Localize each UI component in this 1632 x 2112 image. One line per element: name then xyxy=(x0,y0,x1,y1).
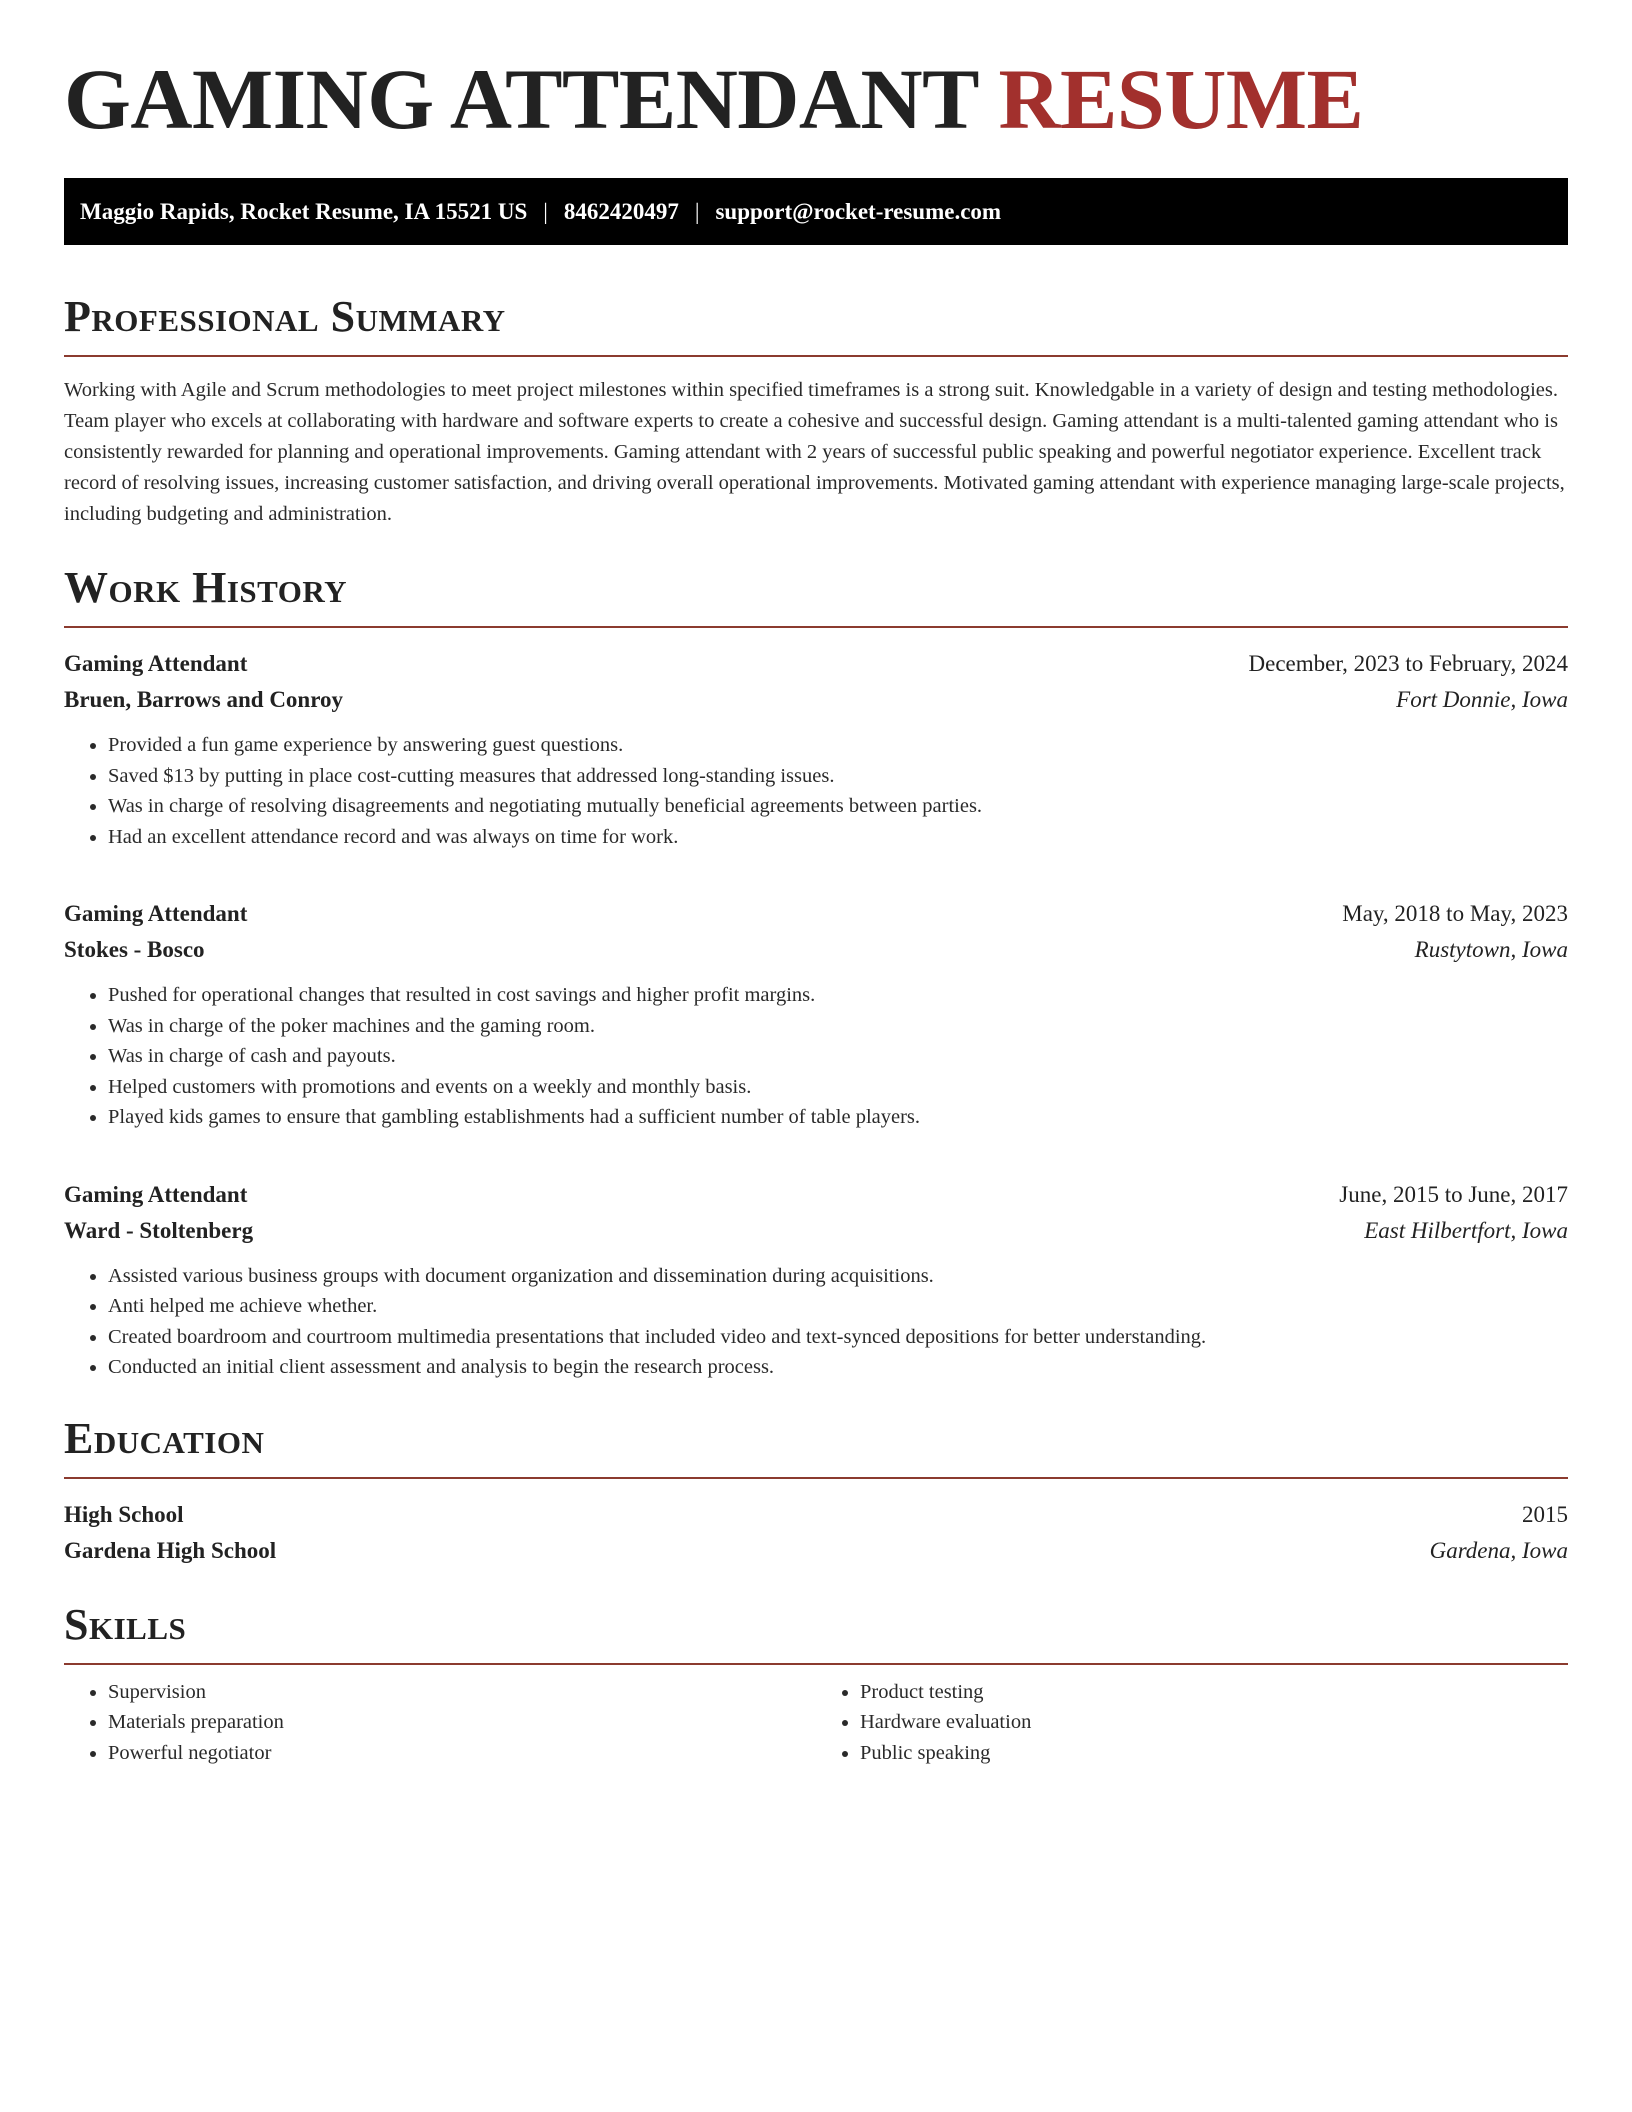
job-entry xyxy=(64,1177,1568,1383)
education-section xyxy=(64,1413,1568,1569)
skills-column-left xyxy=(64,1677,816,1769)
skill-item: • Hardware evaluation xyxy=(860,1707,1568,1738)
skills-section xyxy=(64,1599,1568,1769)
job-bullet: • Pushed for operational changes that resulted in cost savings and higher profit margins. xyxy=(108,980,1568,1011)
summary-text: Working with Agile and Scrum methodologies to meet project milestones within specified timeframes is a strong suit. Knowledgable in a variety of design and testing methodologies. Team player who excels at collaborating with hardware and software experts to create a cohesive and successful design. Gaming attendant is a multi-talented gaming attendant who is consistently rewarded for planning and operational improvements. Gaming attendant with 2 years of successful public speaking and powerful negotiator experience. Excellent track record of resolving issues, increasing customer satisfaction, and driving overall operational improvements. Motivated gaming attendant with experience managing large-scale projects, including budgeting and administration. xyxy=(64,379,1565,525)
contact-bar xyxy=(64,178,1568,245)
resume-title xyxy=(64,51,1568,147)
contact-address: Maggio Rapids, Rocket Resume, IA 15521 US xyxy=(80,198,528,224)
job-bullet: • Assisted various business groups with document organization and dissemination during acquisitions. xyxy=(108,1261,1568,1292)
education-year: 2015 xyxy=(1522,1501,1568,1527)
skills-grid xyxy=(64,1677,1568,1769)
job-company: Bruen, Barrows and Conroy xyxy=(64,687,344,712)
contact-phone: 8462420497 xyxy=(563,198,679,224)
section-divider xyxy=(64,1663,1568,1665)
skills-heading: Skills xyxy=(64,1599,187,1649)
contact-separator: | xyxy=(543,198,548,224)
skill-item: • Public speaking xyxy=(860,1738,1568,1769)
education-school: Gardena High School xyxy=(64,1537,277,1563)
job-company: Stokes - Bosco xyxy=(64,937,205,962)
job-bullets xyxy=(64,730,1568,852)
contact-email: support@rocket-resume.com xyxy=(715,198,1002,224)
section-divider xyxy=(64,626,1568,628)
job-bullet: • Had an excellent attendance record and was always on time for work. xyxy=(108,822,1568,853)
skill-item: • Supervision xyxy=(108,1677,816,1708)
job-entry xyxy=(64,896,1568,1133)
title-accent: RESUME xyxy=(998,51,1364,147)
job-bullet: • Conducted an initial client assessment and analysis to begin the research process. xyxy=(108,1352,1568,1383)
job-bullet: • Played kids games to ensure that gambling establishments had a sufficient number of table players. xyxy=(108,1102,1568,1133)
contact-separator: | xyxy=(694,198,700,224)
summary-section xyxy=(64,292,1568,530)
job-bullets xyxy=(64,980,1568,1133)
skill-item: • Product testing xyxy=(860,1677,1568,1708)
title-main: GAMING ATTENDANT xyxy=(64,51,978,147)
job-bullet: • Was in charge of the poker machines and the gaming room. xyxy=(108,1011,1568,1042)
education-entry xyxy=(64,1497,1568,1569)
skill-item: • Powerful negotiator xyxy=(108,1738,816,1769)
job-bullet: • Anti helped me achieve whether. xyxy=(108,1291,1568,1322)
work-history-section xyxy=(64,563,1568,1383)
job-location: East Hilbertfort, Iowa xyxy=(1364,1217,1568,1243)
skills-column-right xyxy=(816,1677,1568,1769)
education-degree: High School xyxy=(64,1501,184,1527)
job-dates: May, 2018 to May, 2023 xyxy=(1342,901,1568,926)
education-location: Gardena, Iowa xyxy=(1429,1537,1568,1563)
job-title: Gaming Attendant xyxy=(64,901,248,926)
job-title: Gaming Attendant xyxy=(64,1181,248,1207)
skill-item: • Materials preparation xyxy=(108,1707,816,1738)
work-history-heading: Work History xyxy=(64,563,348,612)
job-bullet: • Was in charge of cash and payouts. xyxy=(108,1041,1568,1072)
education-heading: Education xyxy=(64,1413,265,1463)
job-company: Ward - Stoltenberg xyxy=(64,1217,254,1243)
job-bullets xyxy=(64,1261,1568,1383)
job-bullet: • Created boardroom and courtroom multimedia presentations that included video and text-synced depositions for better understanding. xyxy=(108,1322,1568,1353)
job-bullet: • Helped customers with promotions and events on a weekly and monthly basis. xyxy=(108,1072,1568,1103)
job-location: Rustytown, Iowa xyxy=(1414,937,1568,962)
job-location: Fort Donnie, Iowa xyxy=(1396,687,1568,712)
job-bullet: • Saved $13 by putting in place cost-cutting measures that addressed long-standing issues. xyxy=(108,761,1568,792)
job-dates: December, 2023 to February, 2024 xyxy=(1248,651,1568,676)
job-entry xyxy=(64,646,1568,852)
job-bullet: • Was in charge of resolving disagreements and negotiating mutually beneficial agreements between parties. xyxy=(108,791,1568,822)
job-title: Gaming Attendant xyxy=(64,651,248,676)
job-dates: June, 2015 to June, 2017 xyxy=(1339,1181,1568,1207)
section-divider xyxy=(64,1477,1568,1479)
job-bullet: • Provided a fun game experience by answering guest questions. xyxy=(108,730,1568,761)
section-divider xyxy=(64,355,1568,357)
summary-heading: Professional Summary xyxy=(64,292,506,341)
